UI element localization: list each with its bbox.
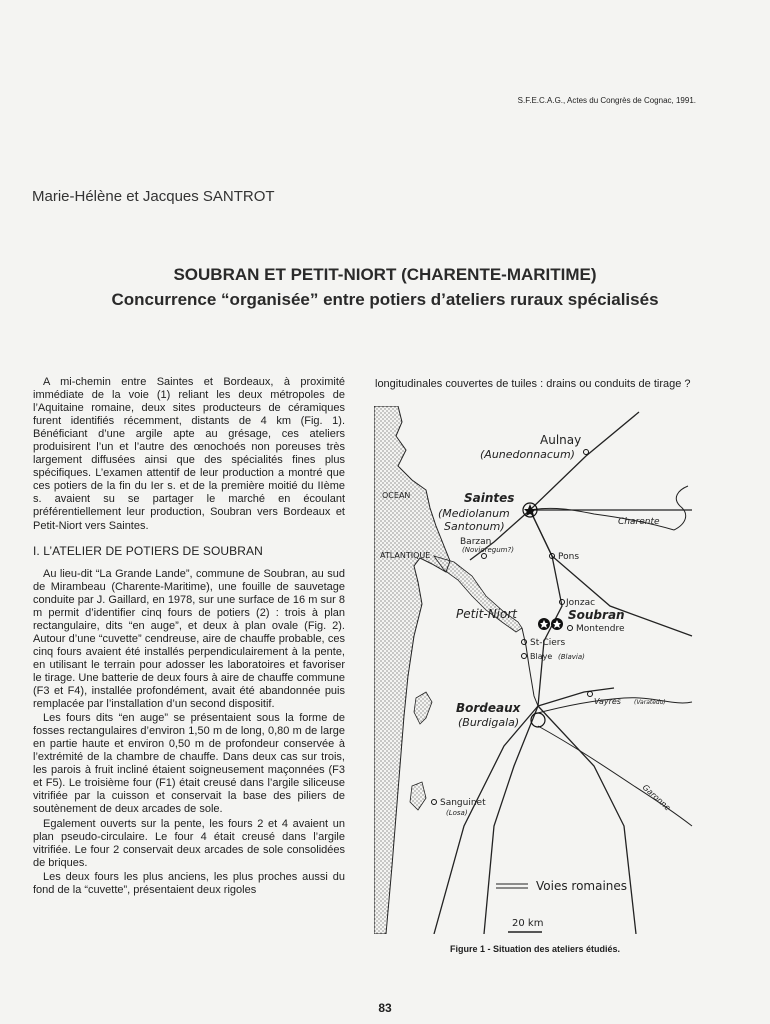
body-paragraph: Les deux fours les plus anciens, les plus proches aussi du fond de la “cuvette”, présentaient deux rigoles xyxy=(33,870,345,896)
authors: Marie-Hélène et Jacques SANTROT xyxy=(32,188,275,205)
map-label: Barzan xyxy=(460,537,492,547)
coastal-lake xyxy=(410,782,426,810)
map-label: St-Ciers xyxy=(530,638,566,648)
map-label: (Novioregum?) xyxy=(462,546,514,554)
map-label: Pons xyxy=(558,552,580,562)
charente-river xyxy=(674,486,688,530)
map-label: Vayres xyxy=(594,697,621,706)
roman-road xyxy=(530,510,562,706)
garonne-river xyxy=(538,726,692,826)
blaye-marker xyxy=(522,654,527,659)
left-column xyxy=(33,376,345,898)
map-label: (Varatedo) xyxy=(634,699,666,706)
map-label: ATLANTIQUE xyxy=(380,551,431,560)
section-heading: I. L’ATELIER DE POTIERS DE SOUBRAN xyxy=(33,543,263,558)
map-label: Sanguinet xyxy=(440,798,486,808)
roman-road xyxy=(434,706,538,934)
map-label: (Losa) xyxy=(446,809,468,817)
roman-road xyxy=(484,706,538,934)
roman-road xyxy=(538,706,636,934)
map-legend-label: Voies romaines xyxy=(536,879,628,893)
article-title: SOUBRAN ET PETIT-NIORT (CHARENTE-MARITIME) xyxy=(173,265,597,284)
body-paragraph: Egalement ouverts sur la pente, les fours 2 et 4 avaient un plan pseudo-circulaire. Le four 4 était creusé dans l’argile vitrifiée. Le four 2 conservait deux arcades de sole consolidées de briques. xyxy=(33,817,345,869)
intro-paragraph: A mi-chemin entre Saintes et Bordeaux, à proximité immédiate de la voie (1) reliant les deux métropoles de l’Aquitaine romaine, deux sites producteurs de céramiques furent identifiés récemment, distants de 4 km (Fig. 1). Bénéficiant d’une argile apte au grésage, ces ateliers produisirent l’un et l’autre des œnochoés non poreuses très largement diffusées ainsi que des spécialités fines plus spécifiques. L’examen attentif de leur production a montré que ces potiers de la fin du Ier s. et de la première moitié du IIème s. avaient su se partager le marché en écoulant préférentiellement leur production, Soubran vers Bordeaux et Petit-Niort vers Saintes. xyxy=(33,376,345,532)
map-label: Soubran xyxy=(568,608,625,622)
map-label: (Burdigala) xyxy=(458,716,520,729)
journal-reference: S.F.E.C.A.G., Actes du Congrès de Cognac, 1991. xyxy=(517,96,696,105)
coastal-lake xyxy=(414,692,432,724)
location-map xyxy=(374,406,696,934)
page-number: 83 xyxy=(378,1001,392,1015)
roman-road xyxy=(530,412,639,510)
map-label: Bordeaux xyxy=(456,701,521,715)
barzan-marker xyxy=(482,554,487,559)
ocean-area xyxy=(374,406,450,934)
map-label: Santonum) xyxy=(444,520,505,533)
map-label: Jonzac xyxy=(566,598,596,608)
map-label: Charente xyxy=(618,517,660,527)
map-label: Aulnay xyxy=(540,433,582,447)
map-label: (Mediolanum xyxy=(438,507,510,520)
article-subtitle: Concurrence “organisée” entre potiers d’ateliers ruraux spécialisés xyxy=(111,290,659,309)
map-label: Saintes xyxy=(464,491,515,505)
st-ciers-marker xyxy=(522,640,527,645)
map-label: Garonne xyxy=(640,782,673,813)
right-column-text: longitudinales couvertes de tuiles : drains ou conduits de tirage ? xyxy=(375,378,691,390)
map-scale-label: 20 km xyxy=(512,918,544,929)
montendre-marker xyxy=(568,626,573,631)
figure-caption: Figure 1 - Situation des ateliers étudiés. xyxy=(449,944,621,954)
map-label: (Blavia) xyxy=(558,653,585,661)
map-label: Montendre xyxy=(576,624,625,634)
map-label: (Aunedonnacum) xyxy=(480,448,575,461)
body-paragraph: Les fours dits “en auge” se présentaient sous la forme de fosses rectangulaires d’environ 1,50 m de long, 0,80 m de large en partie haute et environ 0,50 m de profondeur conservée à l’extrémité de la chambre de chauffe. Dans deux cas sur trois, les parois à fruit incliné étaient soigneusement maçonnées (F3 et F5). Le troisième four (F1) était creusé dans l’argile siliceuse vitrifiée par la cuisson et conservait la base des piliers de soutènement de deux arcades de sole. xyxy=(33,712,345,816)
map-label: OCEAN xyxy=(382,491,411,500)
map-label: Blaye xyxy=(530,652,553,661)
sanguinet-marker xyxy=(432,800,437,805)
vayres-marker xyxy=(588,692,593,697)
aulnay-marker xyxy=(584,450,589,455)
body-paragraph: Au lieu-dit “La Grande Lande”, commune de Soubran, au sud de Mirambeau (Charente-Maritime), une fouille de sauvetage conduite par J. Gaillard, en 1978, sur une surface de 16 m sur 8 m permit d’identifier cinq fours de potiers (2) : trois à plan rectangulaire, dits “en auge”, et deux à plan ovale (Fig. 2). Autour d’une “cuvette” cendreuse, aire de chauffe probable, ces cinq fours avaient été installés perpendiculairement à la pente, en utilisant le terrain pour adosser les laboratoires et favoriser le tirage. Une batterie de deux fours à aire de chauffe commune (F3 et F4), installée profondément, avait été abandonnée puis remplacée par l’installation d’un second dispositif. xyxy=(33,567,345,711)
map-label: Petit-Niort xyxy=(456,607,517,621)
